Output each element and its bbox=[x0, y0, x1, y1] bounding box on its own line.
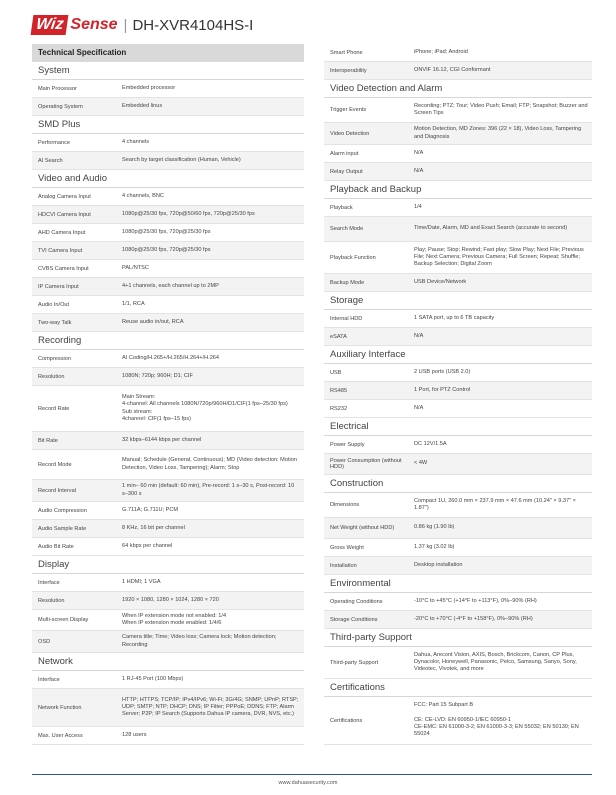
spec-label: Resolution bbox=[38, 373, 65, 380]
spec-row-audio-sample-rate bbox=[32, 520, 304, 538]
spec-value: Desktop installation bbox=[414, 561, 463, 568]
spec-value: Motion Detection, MD Zones: 396 (22 × 18), Video Loss, Tampering and Diagnosis bbox=[414, 126, 582, 140]
spec-label: Backup Mode bbox=[330, 279, 365, 286]
spec-row-record-mode bbox=[32, 450, 304, 480]
section-title-display: Display bbox=[32, 556, 304, 574]
logo-wiz-text: Wiz bbox=[31, 15, 69, 35]
spec-label: Interface bbox=[38, 676, 60, 683]
spec-value: 1 HDMI; 1 VGA bbox=[122, 578, 161, 585]
spec-row-trigger-events bbox=[324, 98, 592, 123]
spec-row-network-function bbox=[32, 689, 304, 727]
spec-row-ip-camera-input bbox=[32, 278, 304, 296]
spec-row-storage-conditions bbox=[324, 611, 592, 629]
spec-label: Playback Function bbox=[330, 254, 376, 261]
spec-value: When IP extension mode not enabled: 1/4 When IP extension mode enabled: 1/4/6 bbox=[122, 612, 227, 626]
spec-row-bit-rate bbox=[32, 432, 304, 450]
spec-row-video-detection bbox=[324, 123, 592, 145]
spec-row-alarm-input bbox=[324, 145, 592, 163]
spec-row-multi-screen-display bbox=[32, 610, 304, 631]
spec-row-usb bbox=[324, 364, 592, 382]
section-title-video-detection-and-alarm: Video Detection and Alarm bbox=[324, 80, 592, 98]
spec-value: Embedded linux bbox=[122, 102, 163, 109]
spec-label: Audio Sample Rate bbox=[38, 525, 87, 532]
spec-row-osd bbox=[32, 631, 304, 653]
section-title-smd-plus: SMD Plus bbox=[32, 116, 304, 134]
model-name: DH-XVR4104HS-I bbox=[132, 16, 254, 34]
spec-label: Compression bbox=[38, 355, 71, 362]
spec-label: Audio In/Out bbox=[38, 301, 70, 308]
spec-value: 32 kbps–6144 kbps per channel bbox=[122, 436, 202, 443]
spec-label: AHD Camera Input bbox=[38, 229, 86, 236]
spec-label: Search Mode bbox=[330, 226, 364, 232]
spec-row-compression bbox=[32, 350, 304, 368]
spec-value: 4 channels bbox=[122, 138, 150, 145]
spec-value: Recording; PTZ; Tour; Video Push; Email; FTP; Snapshot; Buzzer and Screen Tips bbox=[414, 102, 588, 116]
spec-value: 4+1 channels, each channel up to 2MP bbox=[122, 282, 219, 289]
spec-value: Dahua, Arecont Vision, AXIS, Bosch, Brickcom, Canon, CP Plus, Dynacolor, Honeywell, Panasonic, Pelco, Samsung, Sanyo, Sony, Videotec, Vivotek, and more bbox=[414, 651, 577, 673]
wizsense-logo bbox=[32, 15, 118, 35]
spec-row-record-rate bbox=[32, 386, 304, 432]
spec-value: 1080p@25/30 fps, 720p@25/30 fps bbox=[122, 246, 211, 253]
spec-value: 1080N; 720p; 960H; D1; CIF bbox=[122, 372, 193, 379]
spec-value: 64 kbps per channel bbox=[122, 542, 173, 549]
spec-row-power-supply bbox=[324, 436, 592, 454]
spec-row-ai-search bbox=[32, 152, 304, 170]
section-title-storage: Storage bbox=[324, 292, 592, 310]
spec-row-internal-hdd bbox=[324, 310, 592, 328]
spec-row-hdcvi-camera-input bbox=[32, 206, 304, 224]
spec-row-power-consumption-without-hdd bbox=[324, 454, 592, 475]
spec-value: G.711A; G.711U; PCM bbox=[122, 506, 179, 513]
spec-row-performance bbox=[32, 134, 304, 152]
spec-label: OSD bbox=[38, 638, 51, 645]
section-title-certifications: Certifications bbox=[324, 679, 592, 697]
spec-row-third-party-support bbox=[324, 647, 592, 679]
spec-value: 1920 × 1080, 1280 × 1024, 1280 × 720 bbox=[122, 596, 219, 603]
spec-label: Interface bbox=[38, 579, 60, 586]
spec-value: 1 min– 60 min (default: 60 min), Pre-record: 1 s–30 s, Post-record: 10 s–300 s bbox=[122, 483, 295, 497]
footer-url: www.dahuasecurity.com bbox=[278, 780, 338, 786]
spec-label: USB bbox=[330, 369, 342, 376]
spec-label: Certifications bbox=[330, 717, 363, 724]
spec-label: Operating Conditions bbox=[330, 598, 383, 605]
spec-value: N/A bbox=[414, 332, 424, 339]
spec-label: Power Supply bbox=[330, 441, 365, 448]
spec-value: USB Device/Network bbox=[414, 278, 467, 285]
spec-value: FCC: Part 15 Subpart B CE: CE-LVD: EN 60950-1/IEC 60950-1 CE-EMC: EN 61000-3-2; EN 61000-3-3; EN 55032; EN 50130; EN 55024 bbox=[414, 702, 579, 738]
spec-value: N/A bbox=[414, 167, 424, 174]
spec-row-cvbs-camera-input bbox=[32, 260, 304, 278]
spec-label: Operating System bbox=[38, 103, 83, 110]
left-spec-column bbox=[32, 44, 304, 745]
spec-value: Main Stream: 4-channel: All channels 1080N/720p/960H/D1/CIF(1 fps–25/30 fps) Sub stream: 4channel: CIF(1 fps–15 fps) bbox=[122, 394, 288, 422]
spec-row-dimensions bbox=[324, 493, 592, 518]
spec-value: 8 KHz, 16 bit per channel bbox=[122, 524, 185, 531]
spec-value: 0.86 kg (1.90 lb) bbox=[414, 524, 455, 531]
section-title-auxiliary-interface: Auxiliary Interface bbox=[324, 346, 592, 364]
spec-row-audio-bit-rate bbox=[32, 538, 304, 556]
spec-row-interface bbox=[32, 574, 304, 592]
spec-value: 1/4 bbox=[414, 203, 422, 210]
spec-row-rs232 bbox=[324, 400, 592, 418]
spec-label: Storage Conditions bbox=[330, 616, 378, 623]
spec-row-interface bbox=[32, 671, 304, 689]
section-title-recording: Recording bbox=[32, 332, 304, 350]
spec-value: 1 Port, for PTZ Control bbox=[414, 386, 471, 393]
spec-label: Smart Phone bbox=[330, 49, 363, 56]
section-title-electrical: Electrical bbox=[324, 418, 592, 436]
spec-label: Resolution bbox=[38, 597, 65, 604]
spec-label: Network Function bbox=[38, 704, 82, 711]
spec-row-two-way-talk bbox=[32, 314, 304, 332]
spec-value: AI Coding/H.265+/H.265/H.264+/H.264 bbox=[122, 354, 220, 361]
spec-row-backup-mode bbox=[324, 274, 592, 292]
spec-label: TVI Camera Input bbox=[38, 247, 83, 254]
footer-divider bbox=[32, 774, 592, 775]
spec-value: DC 12V/1.5A bbox=[414, 440, 447, 447]
spec-value: 1080p@25/30 fps, 720p@25/30 fps bbox=[122, 228, 211, 235]
spec-label: Dimensions bbox=[330, 502, 360, 508]
spec-value: N/A bbox=[414, 149, 424, 156]
spec-label: Record Mode bbox=[38, 461, 72, 468]
spec-value: Play; Pause; Stop; Rewind; Fast play; Slow Play; Next File; Previous File; Next Camera; Previous Camera; Full Screen; Repeat; Shuffle; Backup Selection; Digital Zoom bbox=[414, 246, 584, 268]
spec-label: Installation bbox=[330, 562, 357, 569]
section-title-network: Network bbox=[32, 653, 304, 671]
page-header bbox=[32, 12, 253, 38]
spec-value: Embedded processor bbox=[122, 84, 176, 91]
spec-row-analog-camera-input bbox=[32, 188, 304, 206]
spec-label: Gross Weight bbox=[330, 544, 364, 551]
spec-row-operating-conditions bbox=[324, 593, 592, 611]
spec-row-resolution bbox=[32, 592, 304, 610]
spec-value: 4 channels, BNC bbox=[122, 192, 164, 199]
spec-label: Record Rate bbox=[38, 405, 70, 412]
spec-value: Search by target classification (Human, Vehicle) bbox=[122, 156, 241, 163]
model-title bbox=[124, 17, 254, 34]
section-title-environmental: Environmental bbox=[324, 575, 592, 593]
spec-label: Third-party Support bbox=[330, 659, 379, 666]
spec-label: Power Consumption (without HDD) bbox=[330, 458, 402, 470]
section-title-system: System bbox=[32, 62, 304, 80]
spec-value: 128 users bbox=[122, 731, 147, 738]
spec-row-max-user-access bbox=[32, 727, 304, 745]
spec-row-search-mode bbox=[324, 217, 592, 242]
spec-label: Alarm input bbox=[330, 150, 359, 157]
spec-label: Record Interval bbox=[38, 487, 76, 494]
spec-value: ONVIF 16.12, CGI Conformant bbox=[414, 66, 491, 73]
spec-row-esata bbox=[324, 328, 592, 346]
spec-value: PAL/NTSC bbox=[122, 264, 149, 271]
spec-label: Playback bbox=[330, 204, 353, 211]
spec-label: Interoperability bbox=[330, 67, 367, 74]
spec-value: Camera title; Time; Video loss; Camera lock; Motion detection; Recording bbox=[122, 634, 277, 648]
spec-label: Video Detection bbox=[330, 130, 370, 137]
spec-label: Trigger Events bbox=[330, 107, 367, 113]
right-spec-column bbox=[324, 44, 592, 745]
spec-value: < 4W bbox=[414, 460, 428, 467]
spec-label: RS485 bbox=[330, 387, 348, 394]
spec-value: 1 RJ-45 Port (100 Mbps) bbox=[122, 675, 184, 682]
spec-value: 1.37 kg (3.02 lb) bbox=[414, 543, 455, 550]
section-title-video-and-audio: Video and Audio bbox=[32, 170, 304, 188]
spec-row-interoperability bbox=[324, 62, 592, 80]
spec-value: Compact 1U, 260.0 mm × 237.9 mm × 47.6 mm (10.24" × 9.37" × 1.87") bbox=[414, 497, 576, 511]
spec-label: Relay Output bbox=[330, 168, 363, 175]
spec-value: Time/Date, Alarm, MD and Exact Search (accurate to second) bbox=[414, 225, 568, 232]
spec-value: Manual; Schedule (General, Continuous); MD (Video detection: Motion Detection, Video Loss, Tampering); Alarm; Stop bbox=[122, 457, 297, 471]
spec-value: 1/1, RCA bbox=[122, 300, 145, 307]
spec-row-playback bbox=[324, 199, 592, 217]
spec-value: N/A bbox=[414, 404, 424, 411]
logo-sense-text: Sense bbox=[70, 16, 118, 33]
spec-label: Performance bbox=[38, 139, 71, 146]
spec-label: Audio Compression bbox=[38, 507, 87, 514]
spec-row-net-weight-without-hdd bbox=[324, 518, 592, 539]
spec-label: Bit Rate bbox=[38, 437, 58, 444]
spec-row-smart-phone bbox=[324, 44, 592, 62]
spec-row-certifications bbox=[324, 697, 592, 745]
spec-row-relay-output bbox=[324, 163, 592, 181]
spec-label: Max. User Access bbox=[38, 732, 83, 739]
spec-label: IP Camera Input bbox=[38, 283, 79, 290]
spec-value: 1 SATA port, up to 6 TB capacity bbox=[414, 314, 495, 321]
section-title-construction: Construction bbox=[324, 475, 592, 493]
section-title-third-party-support: Third-party Support bbox=[324, 629, 592, 647]
spec-label: Two-way Talk bbox=[38, 319, 72, 326]
spec-label: eSATA bbox=[330, 333, 347, 340]
spec-row-resolution bbox=[32, 368, 304, 386]
spec-value: 1080p@25/30 fps, 720p@50/60 fps, 720p@25/30 fps bbox=[122, 210, 255, 217]
spec-row-audio-in-out bbox=[32, 296, 304, 314]
spec-row-operating-system bbox=[32, 98, 304, 116]
section-title-playback-and-backup: Playback and Backup bbox=[324, 181, 592, 199]
spec-value: -20°C to +70°C (-4°F to +158°F), 0%–90% (RH) bbox=[414, 615, 533, 622]
spec-label: Analog Camera Input bbox=[38, 193, 91, 200]
spec-label: RS232 bbox=[330, 405, 348, 412]
spec-value: iPhone; iPad; Android bbox=[414, 48, 468, 55]
title-separator: | bbox=[123, 16, 128, 34]
spec-row-main-processor bbox=[32, 80, 304, 98]
spec-row-record-interval bbox=[32, 480, 304, 502]
spec-row-installation bbox=[324, 557, 592, 575]
spec-label: Multi-screen Display bbox=[38, 617, 89, 623]
spec-row-rs485 bbox=[324, 382, 592, 400]
spec-row-tvi-camera-input bbox=[32, 242, 304, 260]
spec-value: Reuse audio in/out, RCA bbox=[122, 318, 184, 325]
spec-label: HDCVI Camera Input bbox=[38, 211, 91, 218]
spec-label: Internal HDD bbox=[330, 315, 363, 322]
spec-value: HTTP; HTTPS; TCP/IP; IPv4/IPv6; Wi-Fi; 3G/4G; SNMP; UPnP; RTSP; UDP; SMTP; NTP; DHCP; DNS; IP Filter; PPPoE; DDNS; FTP; Alarm Server; P2P; IP Search (Supports Dahua IP camera, DVR, NVS, etc.) bbox=[122, 696, 299, 718]
spec-label: Net Weight (without HDD) bbox=[330, 525, 395, 531]
spec-table-header: Technical Specification bbox=[32, 44, 304, 62]
spec-label: CVBS Camera Input bbox=[38, 265, 89, 272]
spec-row-audio-compression bbox=[32, 502, 304, 520]
spec-value: 2 USB ports (USB 2.0) bbox=[414, 368, 471, 375]
spec-label: Audio Bit Rate bbox=[38, 543, 74, 550]
spec-row-ahd-camera-input bbox=[32, 224, 304, 242]
spec-label: AI Search bbox=[38, 157, 63, 164]
spec-row-gross-weight bbox=[324, 539, 592, 557]
spec-label: Main Processor bbox=[38, 85, 77, 92]
spec-row-playback-function bbox=[324, 242, 592, 274]
spec-value: -10°C to +45°C (+14°F to +113°F), 0%–90% (RH) bbox=[414, 597, 537, 604]
